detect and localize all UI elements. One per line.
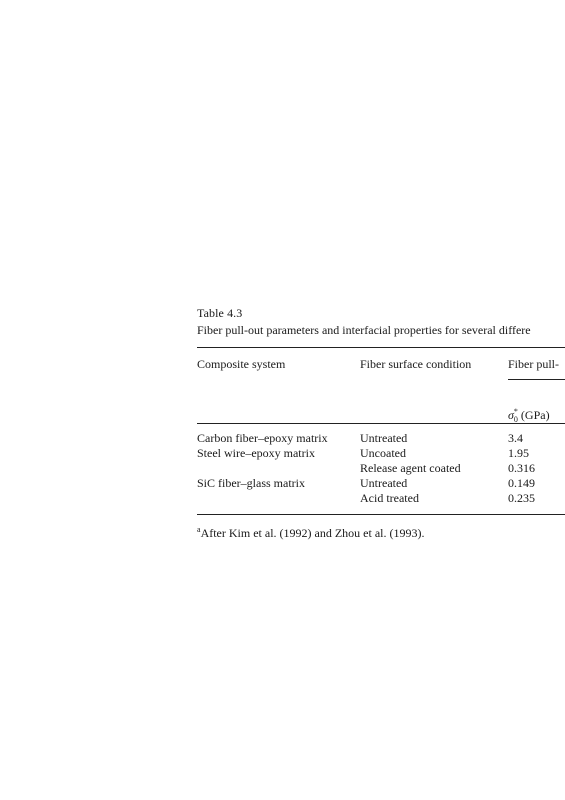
cell-condition: Untreated xyxy=(360,431,408,445)
cell-condition: Uncoated xyxy=(360,446,406,460)
table-top-rule xyxy=(197,347,565,348)
footnote-marker: a xyxy=(197,525,201,534)
sigma-superscript: * xyxy=(513,407,518,416)
cell-condition: Untreated xyxy=(360,476,408,490)
cell-sigma: 0.149 xyxy=(508,476,535,490)
table-footnote xyxy=(197,526,425,540)
header-group-rule xyxy=(508,379,565,380)
header-fiber-pull-out-group: Fiber pull- xyxy=(508,357,559,371)
table-bottom-rule xyxy=(197,514,565,515)
cell-sigma: 0.316 xyxy=(508,461,535,475)
header-sigma-0 xyxy=(508,405,550,427)
header-composite-system: Composite system xyxy=(197,357,286,371)
table-caption xyxy=(197,306,565,337)
cell-condition: Acid treated xyxy=(360,491,419,505)
footnote-text: After Kim et al. (1992) and Zhou et al. (1993). xyxy=(200,526,425,540)
header-fiber-surface-condition: Fiber surface condition xyxy=(360,357,472,371)
sigma-subscript: 0 xyxy=(513,415,518,425)
cell-sigma: 3.4 xyxy=(508,431,523,445)
cell-system: Carbon fiber–epoxy matrix xyxy=(197,431,328,445)
table-title: Fiber pull-out parameters and interfacial properties for several differe xyxy=(197,323,531,337)
sigma-unit: (GPa) xyxy=(517,408,550,422)
cell-system: Steel wire–epoxy matrix xyxy=(197,446,315,460)
sigma-symbol: σ xyxy=(508,408,514,422)
cell-sigma: 0.235 xyxy=(508,491,535,505)
cell-system: SiC fiber–glass matrix xyxy=(197,476,305,490)
header-bottom-rule xyxy=(197,423,565,424)
table-number: Table 4.3 xyxy=(197,306,243,320)
cell-sigma: 1.95 xyxy=(508,446,529,460)
cell-condition: Release agent coated xyxy=(360,461,461,475)
